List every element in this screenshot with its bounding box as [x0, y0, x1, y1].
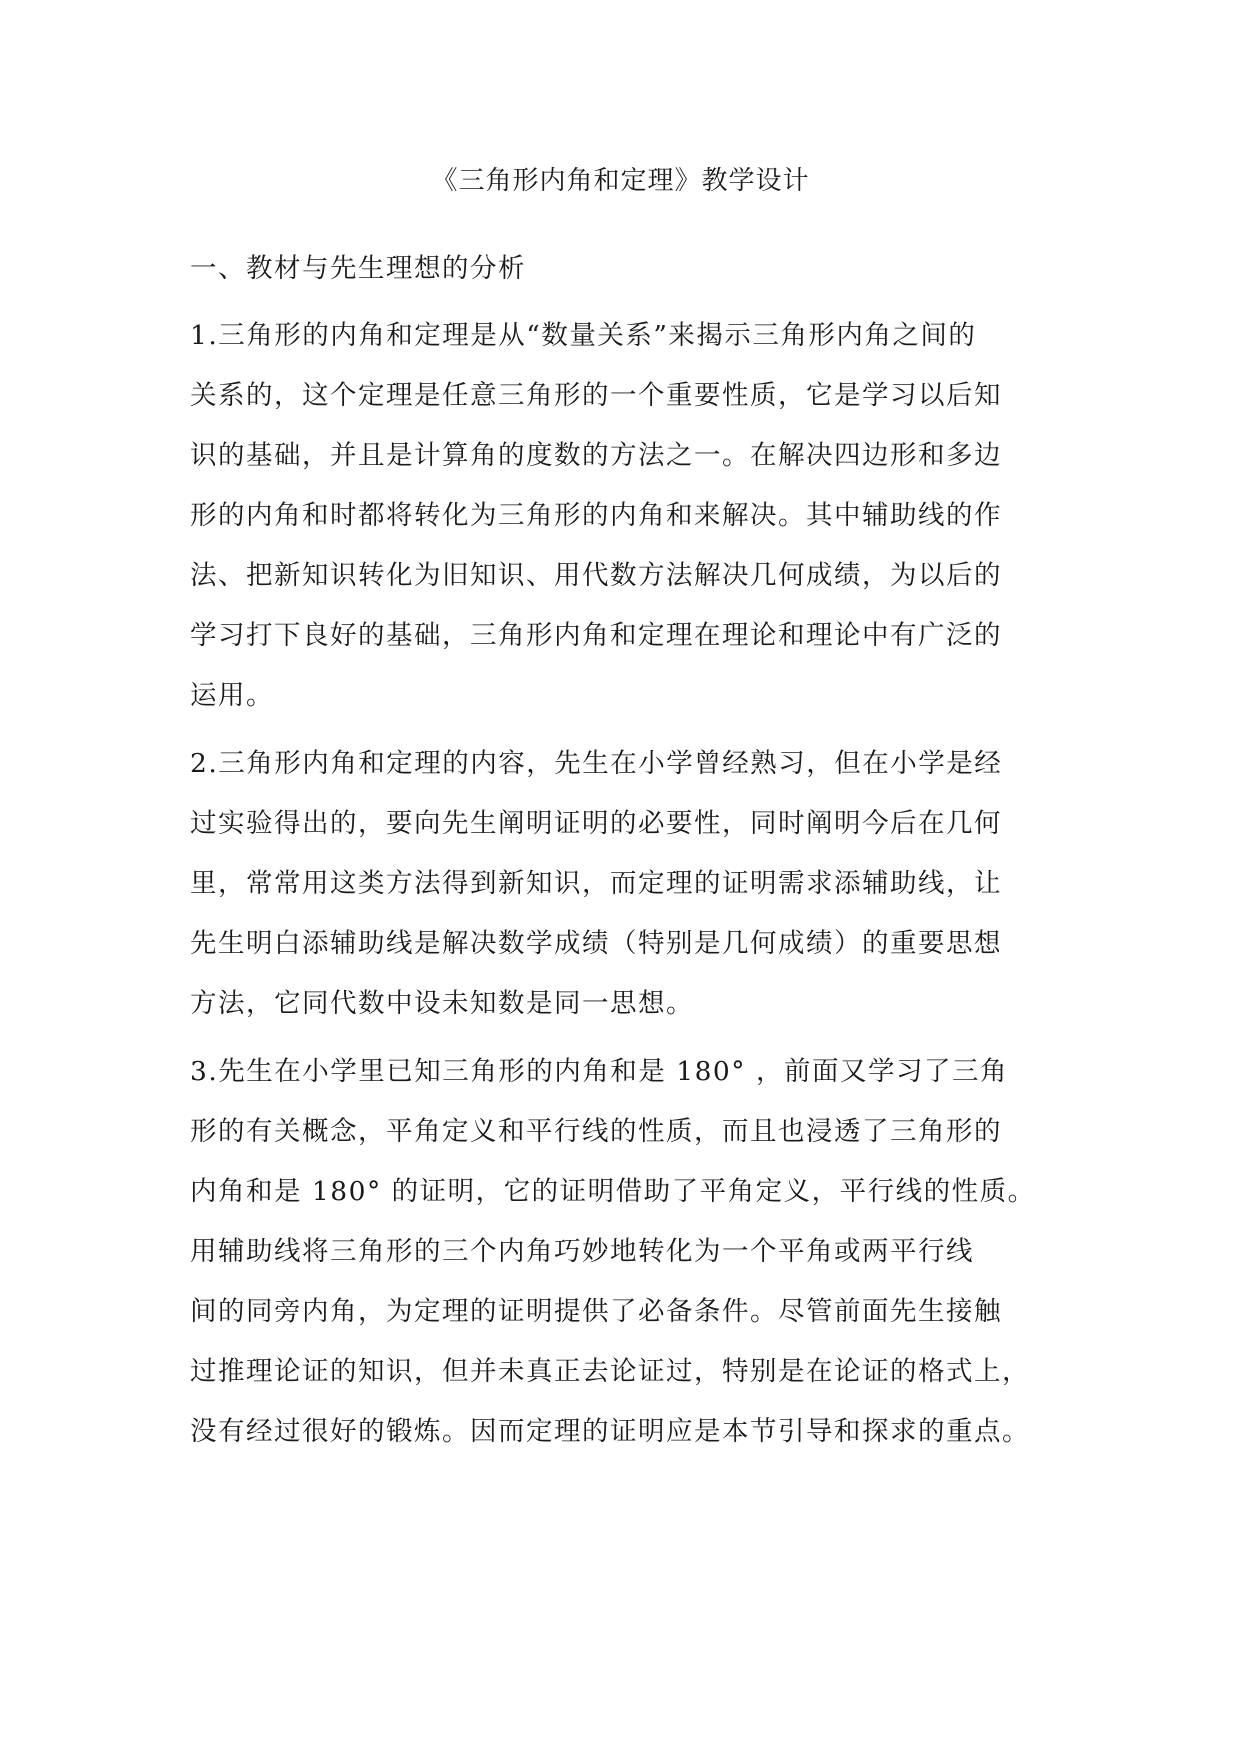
paragraph-3-line-2: 形的有关概念，平角定义和平行线的性质，而且也浸透了三角形的	[190, 1116, 1002, 1147]
paragraph-3-line-5: 间的同旁内角，为定理的证明提供了必备条件。尽管前面先生接触	[190, 1296, 1002, 1327]
paragraph-1-line-2: 关系的，这个定理是任意三角形的一个重要性质，它是学习以后知	[190, 380, 1002, 411]
paragraph-1-line-6: 学习打下良好的基础，三角形内角和定理在理论和理论中有广泛的	[190, 620, 1002, 651]
paragraph-1-line-4: 形的内角和时都将转化为三角形的内角和来解决。其中辅助线的作	[190, 500, 1002, 531]
paragraph-2-line-2: 过实验得出的，要向先生阐明证明的必要性，同时阐明今后在几何	[190, 808, 1002, 839]
paragraph-1-line-3: 识的基础，并且是计算角的度数的方法之一。在解决四边形和多边	[190, 440, 1002, 471]
paragraph-3-line-7: 没有经过很好的锻炼。因而定理的证明应是本节引导和探求的重点。	[190, 1416, 1030, 1447]
paragraph-2-line-4: 先生明白添辅助线是解决数学成绩（特别是几何成绩）的重要思想	[190, 928, 1002, 959]
paragraph-3-line-6: 过推理论证的知识，但并未真正去论证过，特别是在论证的格式上，	[190, 1356, 1030, 1387]
paragraph-1-line-5: 法、把新知识转化为旧知识、用代数方法解决几何成绩，为以后的	[190, 560, 1002, 591]
paragraph-1-line-1: 1.三角形的内角和定理是从“数量关系”来揭示三角形内角之间的	[190, 320, 977, 351]
paragraph-2-line-5: 方法，它同代数中设未知数是同一思想。	[190, 988, 694, 1019]
paragraph-3-line-1: 3.先生在小学里已知三角形的内角和是 180° ，前面又学习了三角	[190, 1056, 1008, 1087]
section-heading: 一、教材与先生理想的分析	[190, 253, 526, 284]
paragraph-1-line-7: 运用。	[190, 680, 274, 711]
paragraph-3-line-4: 用辅助线将三角形的三个内角巧妙地转化为一个平角或两平行线	[190, 1236, 974, 1267]
paragraph-3-line-3: 内角和是 180° 的证明，它的证明借助了平角定义，平行线的性质。	[190, 1176, 1036, 1207]
document-title: 《三角形内角和定理》教学设计	[431, 166, 810, 196]
paragraph-2-line-3: 里，常常用这类方法得到新知识，而定理的证明需求添辅助线，让	[190, 868, 1002, 899]
paragraph-2-line-1: 2.三角形内角和定理的内容，先生在小学曾经熟习，但在小学是经	[190, 748, 1003, 779]
